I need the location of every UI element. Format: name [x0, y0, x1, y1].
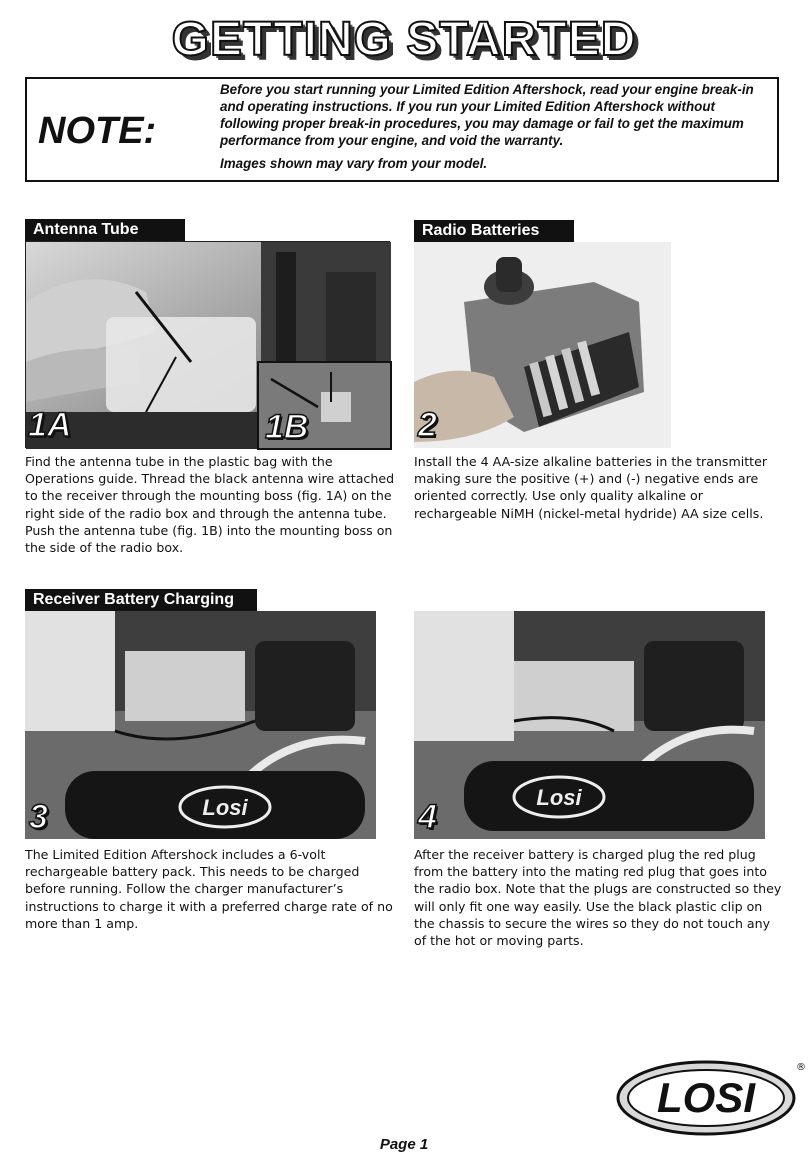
photo-receiver-battery — [25, 611, 376, 839]
figure-label-1a: 1A — [28, 406, 72, 444]
figure-label-1b: 1B — [265, 408, 309, 446]
radio-batteries-instructions: Install the 4 AA-size alkaline batteries in the transmitter making sure the positive (+) and (-) negative ends are oriented correctly. Use only quality alkaline or rechargeable NiMH (nickel-metal hydride) AA size cells. — [414, 454, 768, 521]
note-images-disclaimer: Images shown may vary from your model. — [220, 156, 488, 171]
photo-antenna-tube — [25, 241, 390, 448]
battery-plug-instructions: After the receiver battery is charged plug the red plug from the battery into the mating red plug that goes into the radio box. Note that the plugs are constructed so they will only fit one way easily. Use the black plastic clip on the chassis to secure the wires so they do not touch any of the hot or moving parts. — [414, 847, 782, 949]
losi-logo-text: LOSI — [656, 1074, 756, 1121]
section-header-receiver-battery-charging: Receiver Battery Charging — [25, 589, 257, 611]
photo-radio-batteries — [414, 242, 671, 448]
section-header-antenna-tube: Antenna Tube — [25, 219, 185, 241]
page-title: GETTING STARTED — [171, 13, 637, 66]
antenna-tube-instructions: Find the antenna tube in the plastic bag with the Operations guide. Thread the black antenna wire attached to the receiver through the mounting boss (fig. 1A) on the right side of the radio box and through the antenna tube. Push the antenna tube (fig. 1B) into the mounting boss on the side of the radio box. — [25, 454, 395, 556]
note-text — [220, 81, 772, 178]
registered-mark: ® — [796, 1062, 806, 1073]
note-label: NOTE: — [38, 110, 157, 152]
losi-decal-photo-4: Losi — [536, 785, 582, 810]
figure-label-4: 4 — [418, 798, 437, 836]
note-paragraph: Before you start running your Limited Edition Aftershock, read your engine break-in and operating instructions. If you run your Limited Edition Aftershock without following proper break-in procedures, you may damage or fail to get the maximum performance from your engine, and void the warranty. — [220, 82, 754, 148]
section-header-radio-batteries: Radio Batteries — [414, 220, 574, 242]
photo-battery-plug — [414, 611, 765, 839]
receiver-charging-instructions: The Limited Edition Aftershock includes a 6-volt rechargeable battery pack. This needs to be charged before running. Follow the charger manufacturer’s instructions to charge it with a preferred charge rate of no more than 1 amp. — [25, 847, 393, 931]
figure-label-3: 3 — [29, 798, 48, 836]
losi-logo — [614, 1058, 804, 1138]
figure-label-2: 2 — [418, 406, 437, 444]
page-number: Page 1 — [379, 1136, 429, 1153]
losi-decal-photo-3: Losi — [202, 795, 248, 820]
